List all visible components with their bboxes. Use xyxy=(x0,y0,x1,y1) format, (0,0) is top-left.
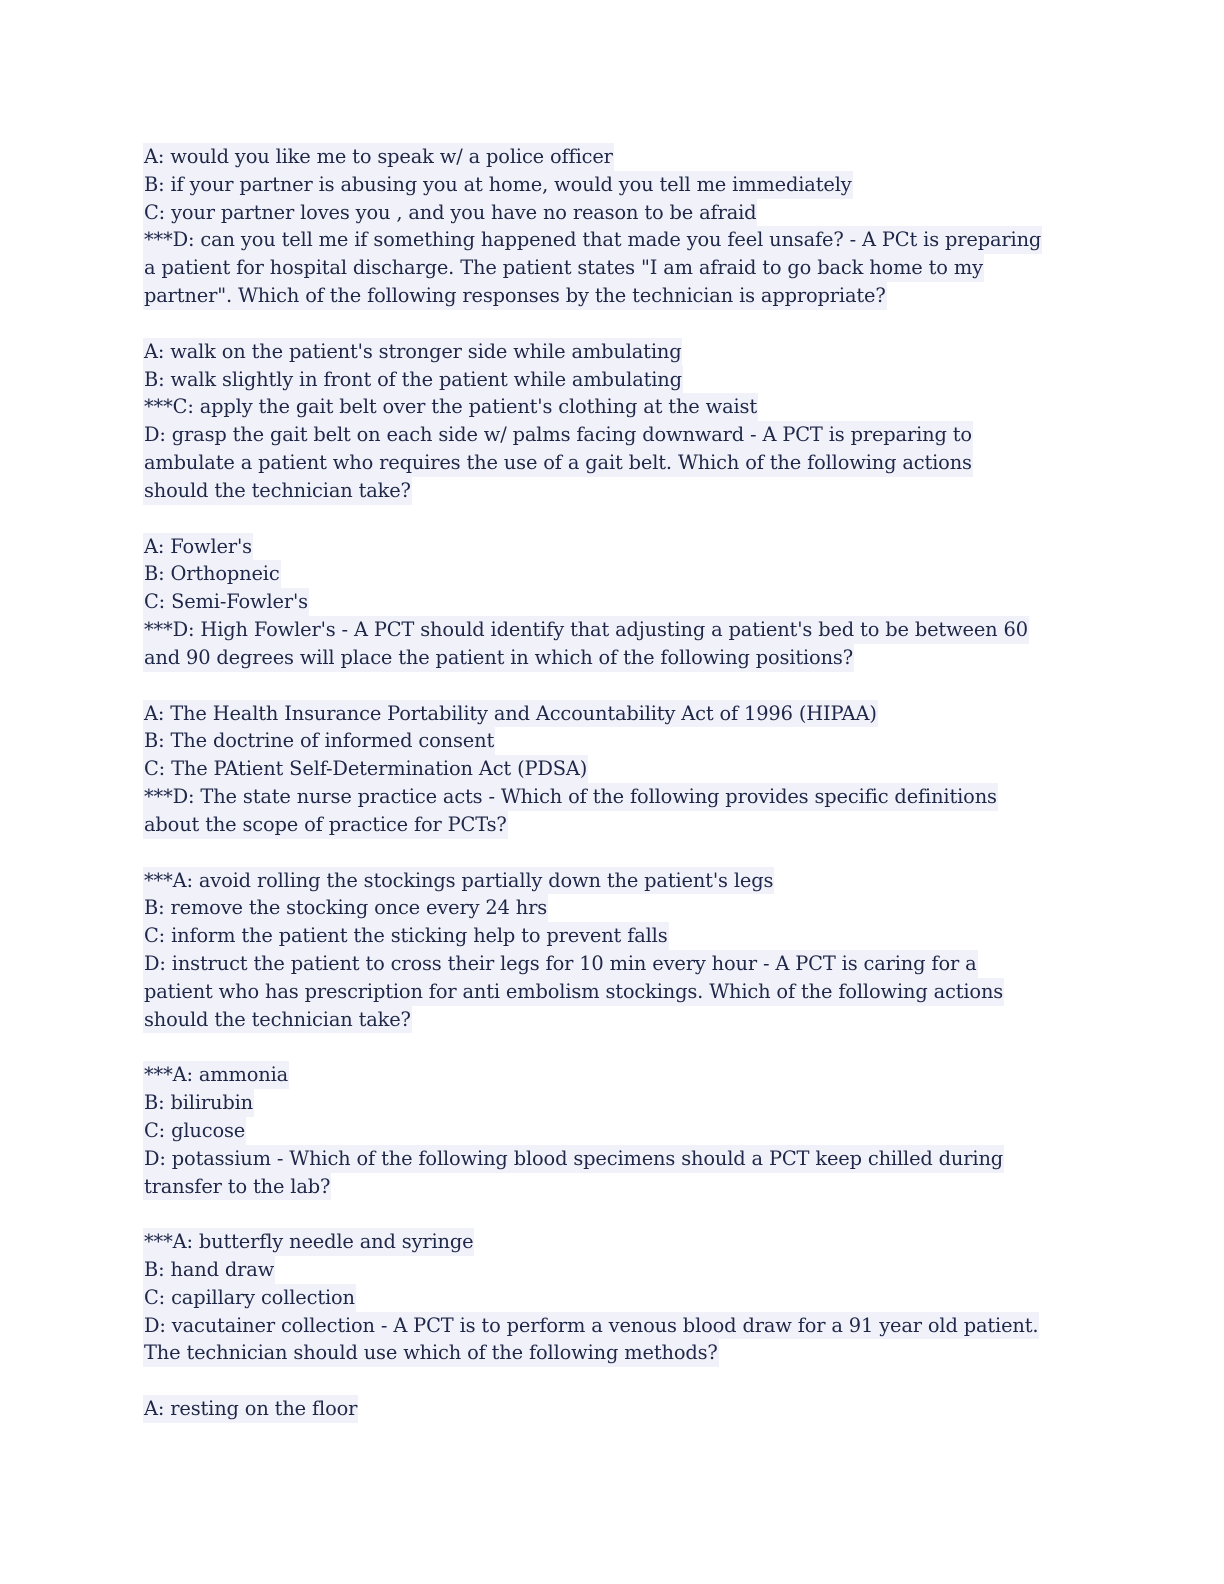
highlighted-text: partner". Which of the following responses by the technician is appropriate? xyxy=(143,282,887,310)
highlighted-text: D: grasp the gait belt on each side w/ palms facing downward - A PCT is preparing to xyxy=(143,421,973,449)
highlighted-text: B: remove the stocking once every 24 hrs xyxy=(143,894,548,922)
text-line xyxy=(143,978,1083,1006)
text-line xyxy=(143,755,1083,783)
question-block xyxy=(143,867,1083,1034)
highlighted-text: B: if your partner is abusing you at home, would you tell me immediately xyxy=(143,171,853,199)
text-line xyxy=(143,1228,1083,1256)
text-line xyxy=(143,727,1083,755)
highlighted-text: and 90 degrees will place the patient in which of the following positions? xyxy=(143,644,854,672)
question-block xyxy=(143,700,1083,839)
text-line xyxy=(143,338,1083,366)
text-line xyxy=(143,588,1083,616)
highlighted-text: B: bilirubin xyxy=(143,1089,254,1117)
highlighted-text: ambulate a patient who requires the use of a gait belt. Which of the following actions xyxy=(143,449,973,477)
highlighted-text: A: would you like me to speak w/ a police officer xyxy=(143,143,614,171)
text-line xyxy=(143,783,1083,811)
text-line xyxy=(143,700,1083,728)
text-line xyxy=(143,477,1083,505)
question-block xyxy=(143,1395,1083,1423)
highlighted-text: A: resting on the floor xyxy=(143,1395,358,1423)
highlighted-text: D: potassium - Which of the following blood specimens should a PCT keep chilled during xyxy=(143,1145,1004,1173)
highlighted-text: A: walk on the patient's stronger side while ambulating xyxy=(143,338,682,366)
highlighted-text: ***D: High Fowler's - A PCT should identify that adjusting a patient's bed to be between 60 xyxy=(143,616,1029,644)
highlighted-text: patient who has prescription for anti embolism stockings. Which of the following actions xyxy=(143,978,1004,1006)
question-block xyxy=(143,143,1083,310)
text-line xyxy=(143,1395,1083,1423)
highlighted-text: C: The PAtient Self-Determination Act (PDSA) xyxy=(143,755,588,783)
highlighted-text: ***D: can you tell me if something happened that made you feel unsafe? - A PCt is preparing xyxy=(143,226,1042,254)
question-block xyxy=(143,338,1083,505)
highlighted-text: transfer to the lab? xyxy=(143,1173,331,1201)
text-line xyxy=(143,393,1083,421)
highlighted-text: C: Semi-Fowler's xyxy=(143,588,309,616)
highlighted-text: A: Fowler's xyxy=(143,533,253,561)
highlighted-text: C: capillary collection xyxy=(143,1284,356,1312)
highlighted-text: C: your partner loves you , and you have no reason to be afraid xyxy=(143,199,757,227)
highlighted-text: ***C: apply the gait belt over the patient's clothing at the waist xyxy=(143,393,758,421)
text-line xyxy=(143,811,1083,839)
text-line xyxy=(143,867,1083,895)
highlighted-text: B: Orthopneic xyxy=(143,560,281,588)
text-line xyxy=(143,226,1083,254)
question-block xyxy=(143,1228,1083,1367)
text-line xyxy=(143,282,1083,310)
highlighted-text: A: The Health Insurance Portability and Accountability Act of 1996 (HIPAA) xyxy=(143,700,878,728)
text-line xyxy=(143,1339,1083,1367)
text-line xyxy=(143,1089,1083,1117)
text-line xyxy=(143,1117,1083,1145)
text-line xyxy=(143,560,1083,588)
text-line xyxy=(143,1145,1083,1173)
highlighted-text: D: instruct the patient to cross their legs for 10 min every hour - A PCT is caring for a xyxy=(143,950,978,978)
text-line xyxy=(143,894,1083,922)
text-line xyxy=(143,1006,1083,1034)
document-content xyxy=(143,143,1083,1451)
highlighted-text: ***A: butterfly needle and syringe xyxy=(143,1228,474,1256)
highlighted-text: about the scope of practice for PCTs? xyxy=(143,811,508,839)
highlighted-text: ***A: ammonia xyxy=(143,1061,289,1089)
highlighted-text: ***D: The state nurse practice acts - Which of the following provides specific definitions xyxy=(143,783,998,811)
text-line xyxy=(143,950,1083,978)
text-line xyxy=(143,449,1083,477)
text-line xyxy=(143,366,1083,394)
highlighted-text: The technician should use which of the following methods? xyxy=(143,1339,719,1367)
highlighted-text: ***A: avoid rolling the stockings partially down the patient's legs xyxy=(143,867,774,895)
text-line xyxy=(143,254,1083,282)
text-line xyxy=(143,644,1083,672)
highlighted-text: B: The doctrine of informed consent xyxy=(143,727,495,755)
question-block xyxy=(143,533,1083,672)
highlighted-text: should the technician take? xyxy=(143,477,412,505)
text-line xyxy=(143,1061,1083,1089)
highlighted-text: D: vacutainer collection - A PCT is to perform a venous blood draw for a 91 year old patient. xyxy=(143,1312,1039,1340)
text-line xyxy=(143,616,1083,644)
text-line xyxy=(143,1256,1083,1284)
highlighted-text: B: walk slightly in front of the patient while ambulating xyxy=(143,366,683,394)
text-line xyxy=(143,922,1083,950)
text-line xyxy=(143,1173,1083,1201)
text-line xyxy=(143,533,1083,561)
text-line xyxy=(143,171,1083,199)
highlighted-text: C: inform the patient the sticking help to prevent falls xyxy=(143,922,669,950)
highlighted-text: should the technician take? xyxy=(143,1006,412,1034)
text-line xyxy=(143,143,1083,171)
text-line xyxy=(143,199,1083,227)
text-line xyxy=(143,421,1083,449)
text-line xyxy=(143,1284,1083,1312)
highlighted-text: a patient for hospital discharge. The patient states "I am afraid to go back home to my xyxy=(143,254,984,282)
question-block xyxy=(143,1061,1083,1200)
highlighted-text: C: glucose xyxy=(143,1117,246,1145)
text-line xyxy=(143,1312,1083,1340)
highlighted-text: B: hand draw xyxy=(143,1256,275,1284)
